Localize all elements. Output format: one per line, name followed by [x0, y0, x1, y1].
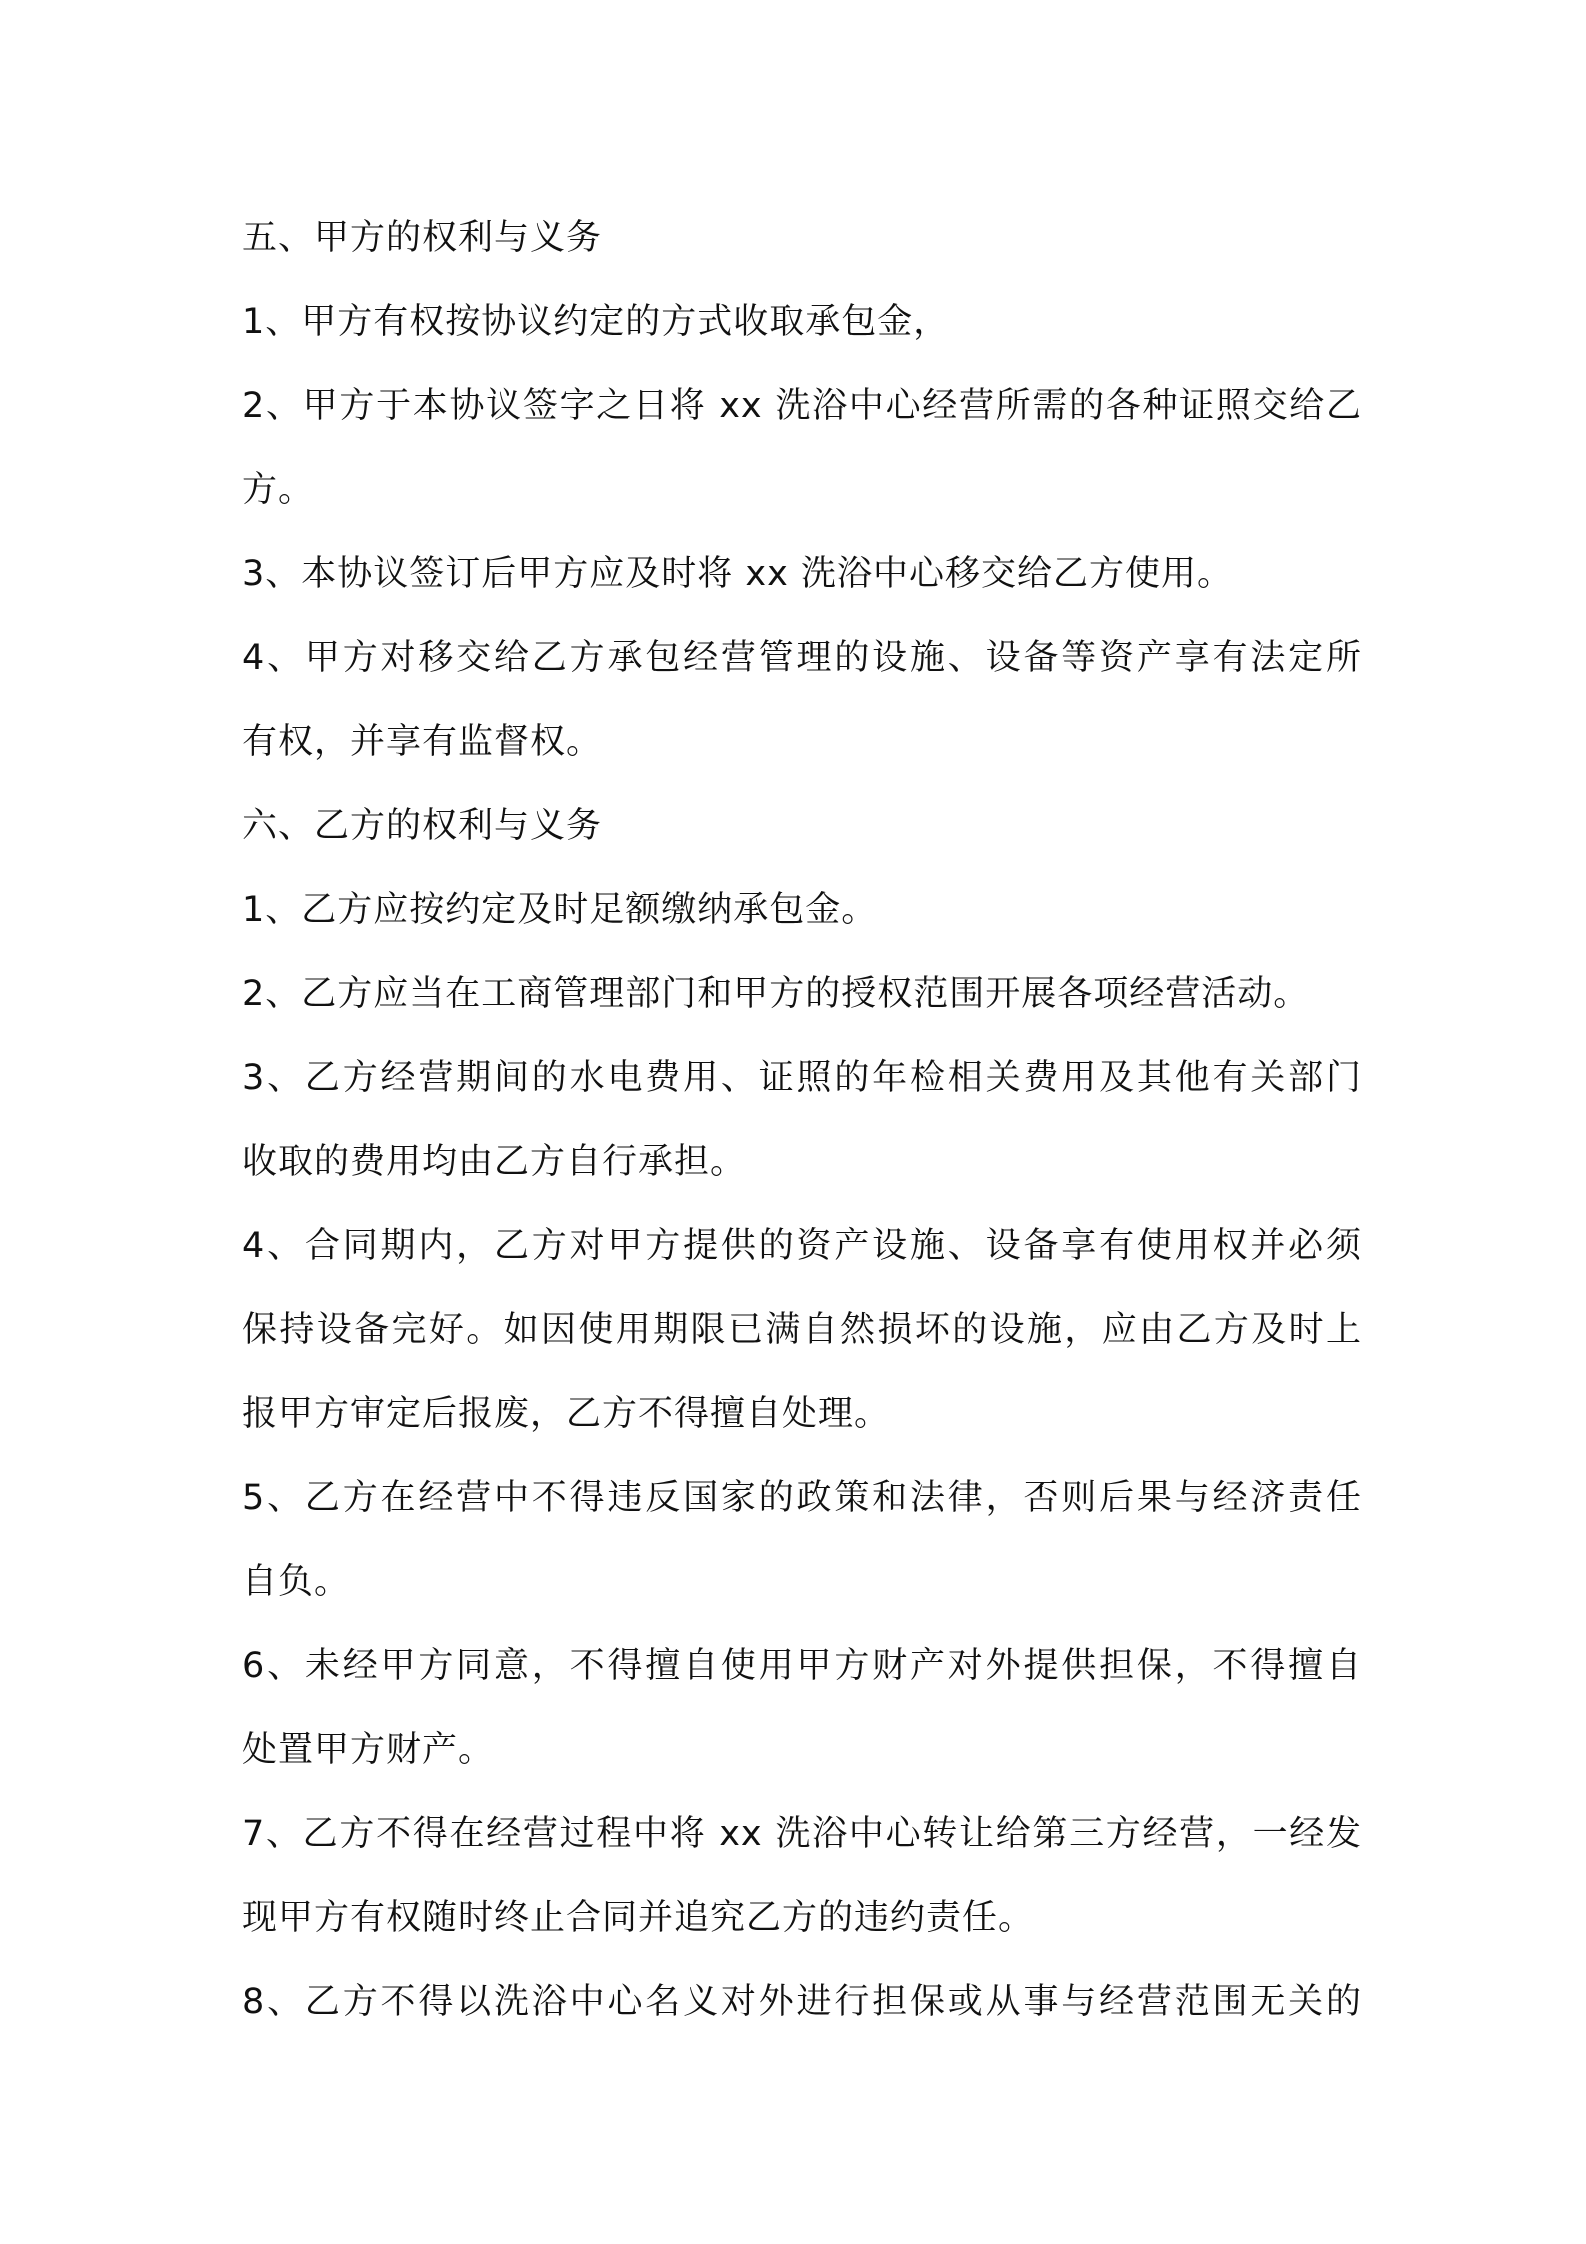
clause-line: 收取的费用均由乙方自行承担。: [242, 1142, 747, 1182]
section-heading: 五、甲方的权利与义务: [242, 218, 603, 258]
clause-item: [242, 364, 1362, 532]
clause-item: [242, 1036, 1362, 1204]
clause-item: [242, 616, 1362, 784]
clause-line: 1、乙方应按约定及时足额缴纳承包金。: [242, 890, 878, 930]
section-6: [242, 784, 1362, 2044]
document-body: [242, 196, 1362, 2044]
section-heading: 六、乙方的权利与义务: [242, 806, 603, 846]
clause-line: 6、未经甲方同意，不得擅自使用甲方财产对外提供担保，不得擅自: [242, 1646, 1362, 1686]
clause-line: 7、乙方不得在经营过程中将 xx 洗浴中心转让给第三方经营，一经发: [242, 1814, 1362, 1854]
clause-line: 2、乙方应当在工商管理部门和甲方的授权范围开展各项经营活动。: [242, 974, 1310, 1014]
clause-item: [242, 1204, 1362, 1456]
clause-line: 2、甲方于本协议签字之日将 xx 洗浴中心经营所需的各种证照交给乙: [242, 386, 1362, 426]
clause-item: [242, 280, 1362, 364]
clause-line: 3、乙方经营期间的水电费用、证照的年检相关费用及其他有关部门: [242, 1058, 1362, 1098]
clause-line: 有权，并享有监督权。: [242, 722, 603, 762]
clause-item: [242, 1792, 1362, 1960]
clause-line: 处置甲方财产。: [242, 1730, 495, 1770]
section-5: [242, 196, 1362, 784]
clause-line: 8、乙方不得以洗浴中心名义对外进行担保或从事与经营范围无关的: [242, 1982, 1362, 2022]
clause-item: [242, 1960, 1362, 2044]
clause-item: [242, 1456, 1362, 1624]
clause-line: 报甲方审定后报废，乙方不得擅自处理。: [242, 1394, 891, 1434]
clause-line: 5、乙方在经营中不得违反国家的政策和法律，否则后果与经济责任: [242, 1478, 1362, 1518]
clause-line: 3、本协议签订后甲方应及时将 xx 洗浴中心移交给乙方使用。: [242, 554, 1233, 594]
clause-item: [242, 1624, 1362, 1792]
clause-line: 自负。: [242, 1562, 351, 1602]
clause-line: 现甲方有权随时终止合同并追究乙方的违约责任。: [242, 1898, 1035, 1938]
clause-item: [242, 532, 1362, 616]
clause-line: 1、甲方有权按协议约定的方式收取承包金，: [242, 302, 950, 342]
clause-item: [242, 952, 1362, 1036]
clause-item: [242, 868, 1362, 952]
clause-line: 4、合同期内，乙方对甲方提供的资产设施、设备享有使用权并必须: [242, 1226, 1362, 1266]
clause-line: 4、甲方对移交给乙方承包经营管理的设施、设备等资产享有法定所: [242, 638, 1362, 678]
clause-line: 保持设备完好。如因使用期限已满自然损坏的设施，应由乙方及时上: [242, 1310, 1362, 1350]
clause-line: 方。: [242, 470, 315, 510]
